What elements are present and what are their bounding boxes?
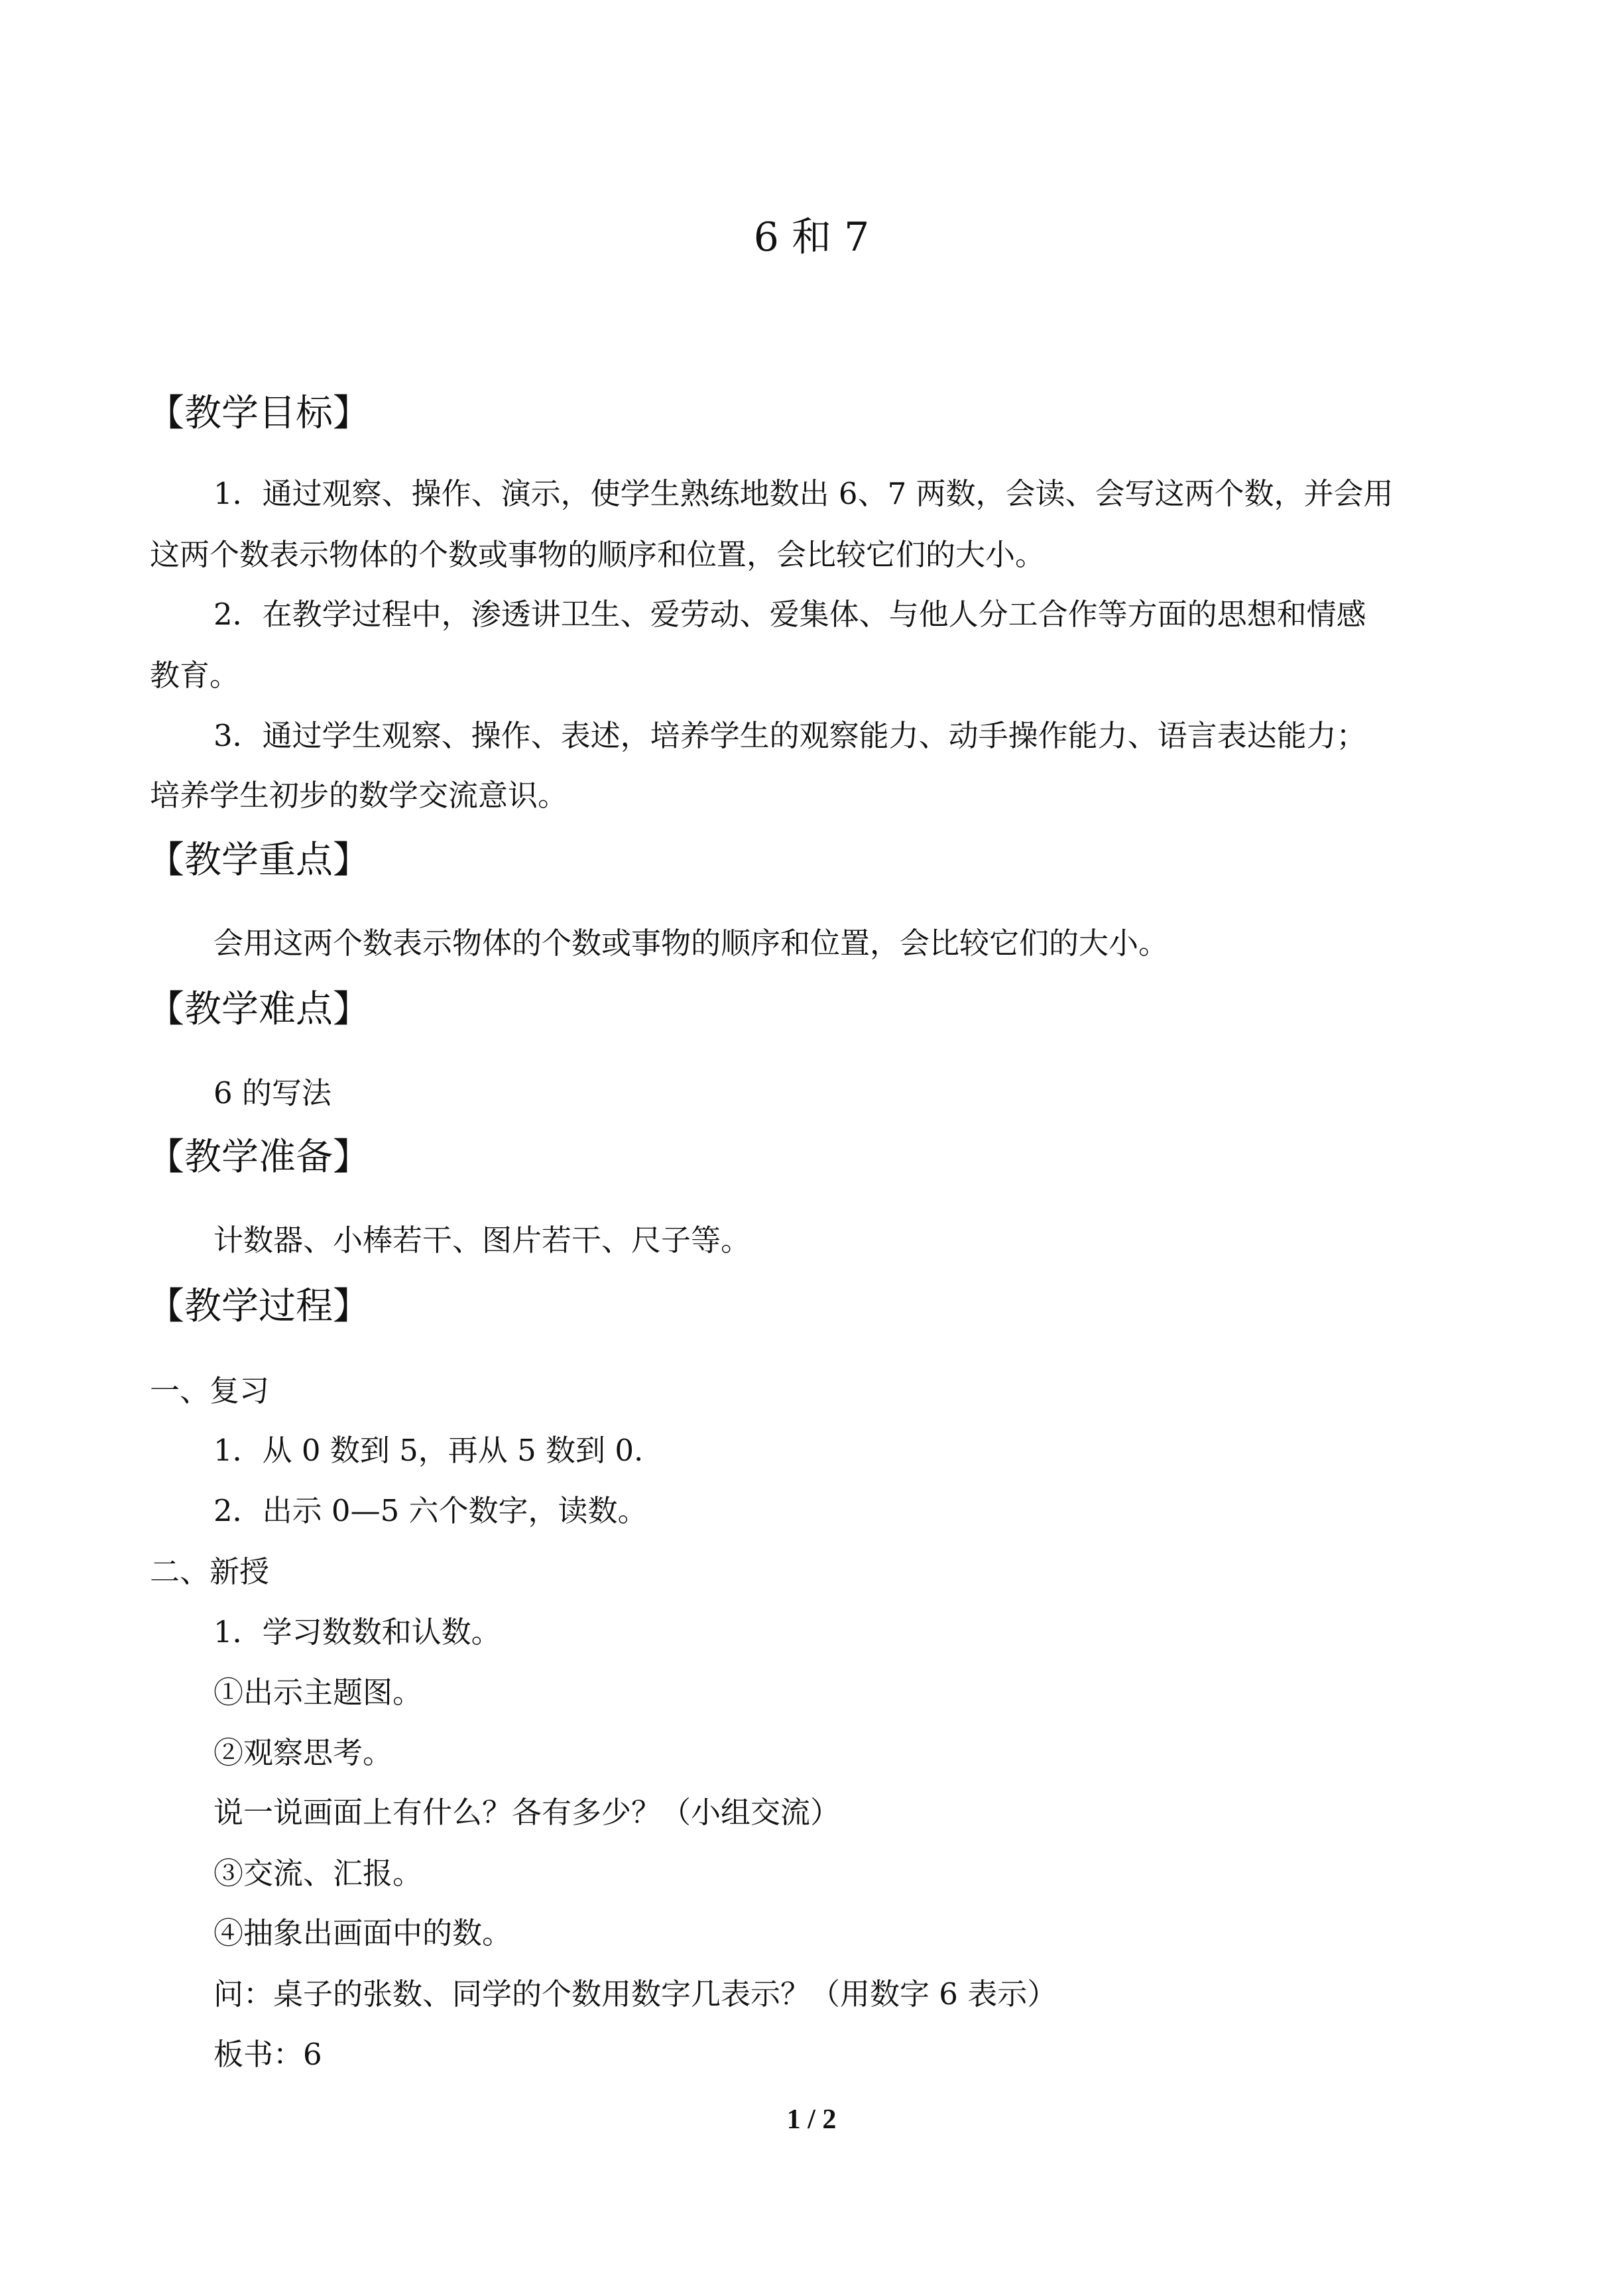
objective-2-line-1: 2．在教学过程中，渗透讲卫生、爱劳动、爱集体、与他人分工合作等方面的思想和情感 — [213, 597, 1366, 632]
document-title: 6 和 7 — [753, 214, 870, 261]
difficulties-text: 6 的写法 — [213, 1075, 331, 1111]
section-heading-difficulties: 【教学难点】 — [147, 988, 370, 1031]
preparation-text: 计数器、小棒若干、图片若干、尺子等。 — [213, 1223, 751, 1258]
page-number: 1 / 2 — [786, 2104, 837, 2135]
section-heading-objectives: 【教学目标】 — [147, 392, 370, 435]
section-heading-preparation: 【教学准备】 — [147, 1136, 370, 1179]
objective-1-line-1: 1．通过观察、操作、演示，使学生熟练地数出 6、7 两数，会读、会写这两个数，并会用 — [213, 476, 1394, 511]
process-new-step-8: 板书：6 — [213, 2037, 322, 2072]
process-part-review: 一、复习 — [150, 1373, 270, 1408]
process-new-step-1: 1．学习数数和认数。 — [213, 1614, 501, 1650]
process-part-new-lesson: 二、新授 — [150, 1554, 270, 1589]
process-new-step-3: ②观察思考。 — [213, 1735, 393, 1770]
objective-3-line-2: 培养学生初步的数学交流意识。 — [150, 778, 568, 813]
objective-3-line-1: 3．通过学生观察、操作、表述，培养学生的观察能力、动手操作能力、语言表达能力； — [213, 718, 1366, 753]
process-review-step-1: 1．从 0 数到 5，再从 5 数到 0. — [213, 1433, 644, 1468]
process-new-step-6: ④抽象出画面中的数。 — [213, 1915, 512, 1951]
section-heading-process: 【教学过程】 — [147, 1285, 370, 1328]
process-new-step-2: ①出示主题图。 — [213, 1675, 423, 1710]
objective-1-line-2: 这两个数表示物体的个数或事物的顺序和位置，会比较它们的大小。 — [150, 537, 1046, 572]
section-heading-keypoints: 【教学重点】 — [147, 839, 370, 882]
objective-2-line-2: 教育。 — [150, 658, 240, 693]
process-new-step-5: ③交流、汇报。 — [213, 1856, 423, 1891]
process-new-step-4: 说一说画面上有什么？各有多少？（小组交流） — [213, 1795, 841, 1830]
keypoints-text: 会用这两个数表示物体的个数或事物的顺序和位置，会比较它们的大小。 — [213, 926, 1169, 961]
process-review-step-2: 2．出示 0—5 六个数字，读数。 — [213, 1493, 648, 1528]
process-new-step-7: 问：桌子的张数、同学的个数用数字几表示？（用数字 6 表示） — [213, 1976, 1057, 2012]
